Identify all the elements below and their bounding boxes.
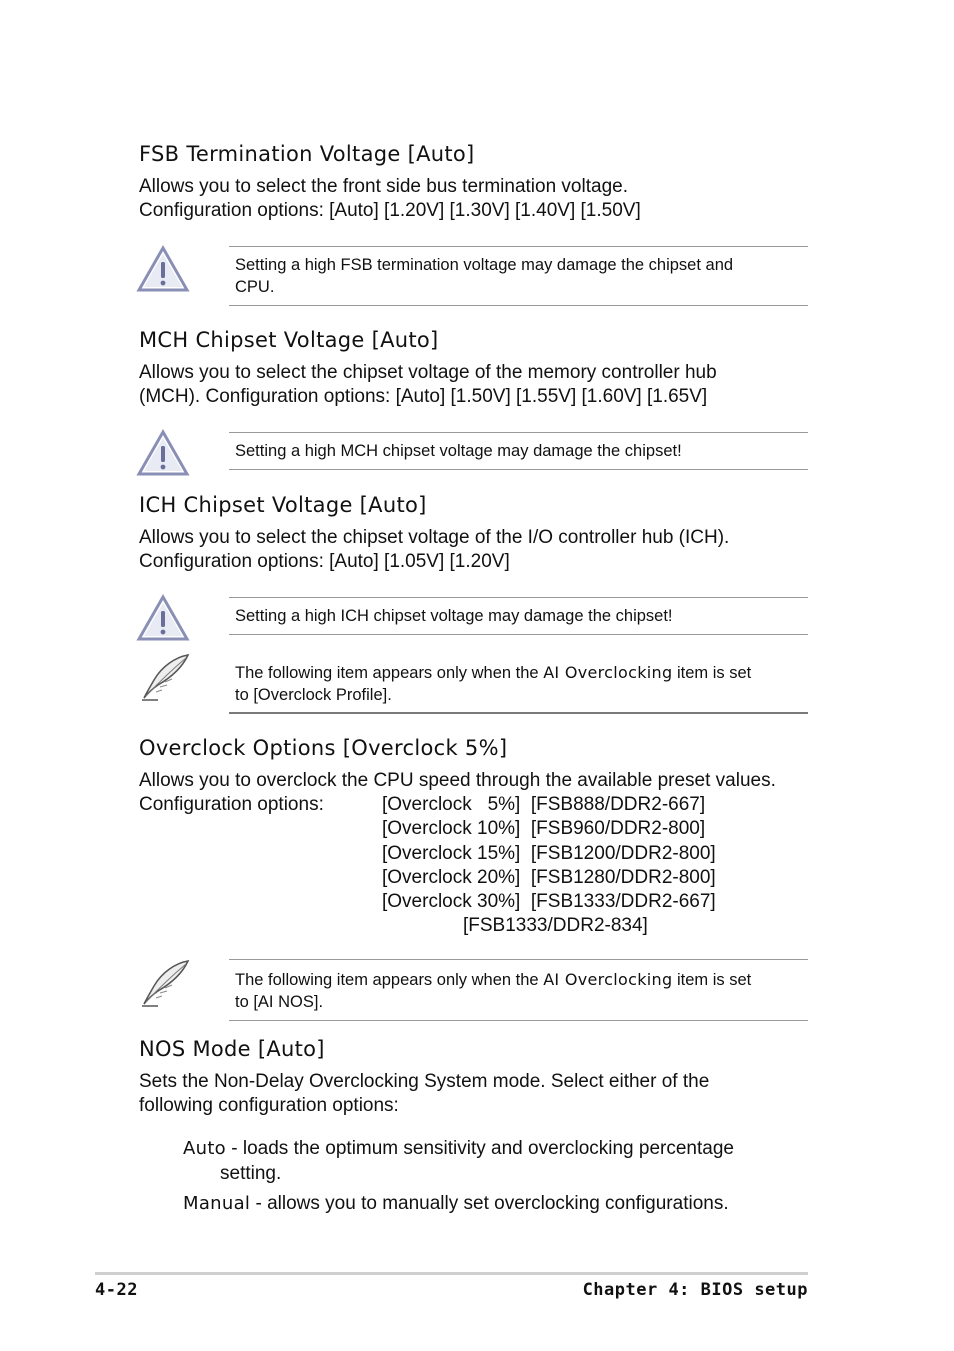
overclock-description: Allows you to overclock the CPU speed through the available preset values. [139, 770, 776, 791]
fsb-heading: FSB Termination Voltage [Auto] [139, 142, 475, 166]
mch-note-bottom-rule [229, 469, 808, 470]
footer-rule [95, 1272, 808, 1275]
nos-note-top-rule [229, 959, 808, 960]
mch-description [139, 361, 717, 409]
profile-note-line1: The following item appears only when the AI Overclocking item is set [235, 663, 752, 682]
warning-triangle-icon [136, 428, 192, 480]
fsb-note-line2: CPU. [235, 278, 275, 296]
nos-auto-option-cont: setting. [220, 1163, 282, 1184]
page-number: 4-22 [95, 1280, 138, 1300]
options-label: Configuration options: [139, 794, 324, 815]
quill-pen-icon [136, 652, 192, 704]
nos-note-bottom-rule [229, 1020, 808, 1021]
overclock-option-3: [Overclock 15%] [FSB1200/DDR2-800] [382, 843, 716, 864]
overclock-heading: Overclock Options [Overclock 5%] [139, 736, 508, 760]
ich-caution-note: Setting a high ICH chipset voltage may damage the chipset! [235, 607, 673, 625]
ai-overclocking-term: AI Overclocking [543, 663, 673, 682]
nos-manual-option: Manual - allows you to manually set overclocking configurations. [183, 1193, 729, 1214]
fsb-desc-line2: Configuration options: [Auto] [1.20V] [1.30V] [1.40V] [1.50V] [139, 200, 641, 221]
overclock-option-5: [Overclock 30%] [FSB1333/DDR2-667] [382, 891, 716, 912]
manual-term: Manual [183, 1193, 251, 1214]
nos-note [235, 969, 751, 1013]
profile-note-line2: to [Overclock Profile]. [235, 686, 392, 704]
fsb-caution-note [235, 254, 733, 298]
warning-triangle-icon [136, 244, 192, 296]
ai-overclocking-term: AI Overclocking [543, 970, 673, 989]
profile-note-bottom-rule [229, 712, 808, 714]
nos-desc-line1: Sets the Non-Delay Overclocking System mode. Select either of the [139, 1071, 710, 1092]
fsb-note-top-rule [229, 246, 808, 247]
ich-note-top-rule [229, 597, 808, 598]
nos-auto-option: Auto - loads the optimum sensitivity and overclocking percentage [183, 1138, 734, 1159]
ich-desc-line2: Configuration options: [Auto] [1.05V] [1.20V] [139, 551, 510, 572]
quill-pen-icon [136, 958, 192, 1010]
nos-note-line1: The following item appears only when the AI Overclocking item is set [235, 970, 752, 989]
mch-caution-note: Setting a high MCH chipset voltage may damage the chipset! [235, 442, 682, 460]
fsb-note-bottom-rule [229, 305, 808, 306]
profile-note [235, 662, 751, 706]
fsb-desc-line1: Allows you to select the front side bus termination voltage. [139, 176, 628, 197]
chapter-title: Chapter 4: BIOS setup [582, 1280, 808, 1300]
ich-note-bottom-rule [229, 634, 808, 635]
overclock-option-1: [Overclock 5%] [FSB888/DDR2-667] [382, 794, 706, 815]
warning-triangle-icon [136, 593, 192, 645]
overclock-option-4: [Overclock 20%] [FSB1280/DDR2-800] [382, 867, 716, 888]
auto-term: Auto [183, 1138, 226, 1159]
mch-heading: MCH Chipset Voltage [Auto] [139, 328, 439, 352]
mch-desc-line2: (MCH). Configuration options: [Auto] [1.50V] [1.55V] [1.60V] [1.65V] [139, 386, 708, 407]
overclock-option-2: [Overclock 10%] [FSB960/DDR2-800] [382, 818, 706, 839]
nos-desc-line2: following configuration options: [139, 1095, 399, 1116]
fsb-description [139, 175, 641, 223]
mch-desc-line1: Allows you to select the chipset voltage of the memory controller hub [139, 362, 717, 383]
overclock-option-6: [FSB1333/DDR2-834] [463, 915, 648, 936]
fsb-note-line1: Setting a high FSB termination voltage may damage the chipset and [235, 256, 734, 274]
ich-description [139, 526, 729, 574]
ich-heading: ICH Chipset Voltage [Auto] [139, 493, 427, 517]
ich-desc-line1: Allows you to select the chipset voltage of the I/O controller hub (ICH). [139, 527, 730, 548]
nos-heading: NOS Mode [Auto] [139, 1037, 325, 1061]
mch-note-top-rule [229, 432, 808, 433]
nos-description [139, 1070, 709, 1118]
nos-note-line2: to [AI NOS]. [235, 993, 324, 1011]
